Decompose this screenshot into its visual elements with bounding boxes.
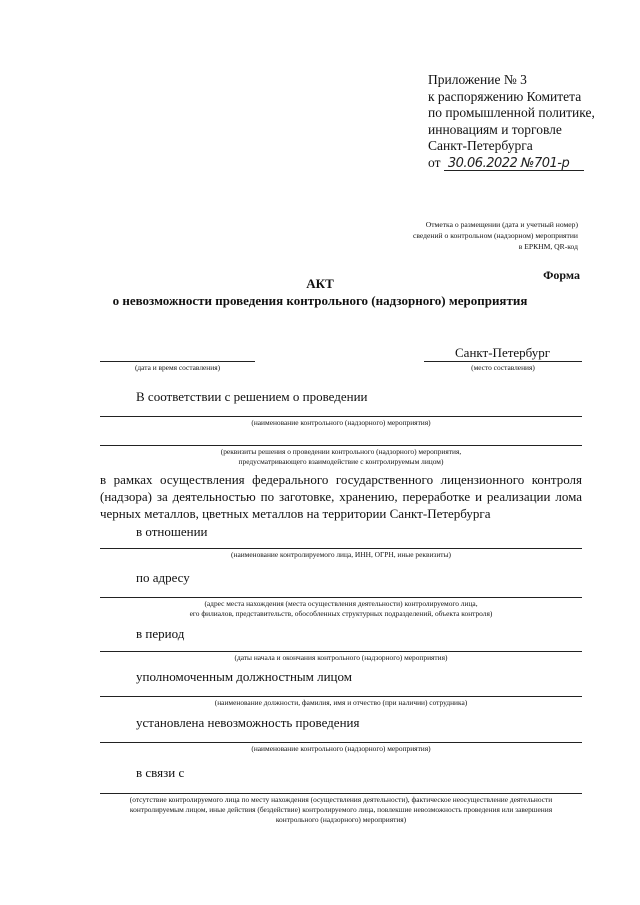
placement-note-line: в ЕРКНМ, QR-код <box>518 242 578 251</box>
decision-caption-2: (реквизиты решения о проведении контрольного (надзорного) мероприятия, <box>220 447 462 456</box>
appendix-line: инновациям и торговле <box>428 121 562 137</box>
date-underline <box>444 170 584 171</box>
address-caption-1: (адрес места нахождения (места осуществления деятельности) контролируемого лица, <box>204 599 478 608</box>
relation-caption: (наименование контролируемого лица, ИНН, ОГРН, иные реквизиты) <box>231 550 451 559</box>
placement-note-line: Отметка о размещении (дата и учетный номер) <box>425 220 578 229</box>
handwritten-date-number: 30.06.2022 №701-р <box>447 155 570 171</box>
reason-caption-2: контролируемым лицом, иные действия (бездействие) контролируемого лица, повлекшие невозможность проведения или завершения <box>129 805 553 814</box>
period-line <box>100 651 582 652</box>
decision-line-1 <box>100 416 582 417</box>
reason-label: в связи с <box>136 765 185 780</box>
impossibility-label: установлена невозможность проведения <box>136 715 360 730</box>
scope-line: (надзора) за деятельностью по заготовке, хранению, переработке и реализации лома <box>100 489 582 504</box>
appendix-line: Приложение № 3 <box>428 72 527 87</box>
date-line <box>100 361 255 362</box>
officer-label: уполномоченным должностным лицом <box>136 669 352 684</box>
appendix-line: Санкт-Петербурга <box>428 138 533 153</box>
scope-paragraph <box>100 471 582 522</box>
reason-caption-3: контрольного (надзорного) мероприятия) <box>275 815 407 824</box>
form-label: Форма <box>543 268 580 282</box>
officer-line <box>100 696 582 697</box>
relation-label: в отношении <box>136 524 208 539</box>
address-label: по адресу <box>136 570 190 585</box>
placement-note <box>413 219 578 252</box>
place-caption: (место составления) <box>471 363 535 372</box>
appendix-block <box>428 72 595 172</box>
officer-caption: (наименование должности, фамилия, имя и отчество (при наличии) сотрудника) <box>214 698 468 707</box>
impossibility-caption: (наименование контрольного (надзорного) мероприятия) <box>251 744 431 753</box>
decision-text: В соответствии с решением о проведении <box>136 389 368 404</box>
from-label: от <box>428 154 441 170</box>
place-value: Санкт-Петербург <box>455 345 551 360</box>
address-line <box>100 597 582 598</box>
placement-note-line: сведений о контрольном (надзорном) мероприятии <box>413 231 578 240</box>
appendix-line: по промышленной политике, <box>428 105 595 120</box>
decision-caption-1: (наименование контрольного (надзорного) мероприятия) <box>251 418 431 427</box>
date-caption: (дата и время составления) <box>134 363 221 372</box>
decision-caption-3: предусматривающего взаимодействие с контролируемым лицом) <box>238 457 444 466</box>
period-label: в период <box>136 626 185 641</box>
document-subtitle: о невозможности проведения контрольного (надзорного) мероприятия <box>112 293 528 308</box>
scope-line: черных металлов, цветных металлов на территории Санкт-Петербурга <box>100 506 491 521</box>
document-title: АКТ <box>306 276 334 291</box>
reason-caption-1: (отсутствие контролируемого лица по месту нахождения (осуществления деятельности), фактическое неосуществление деятельности <box>129 795 553 804</box>
scope-line: в рамках осуществления федерального государственного лицензионного контроля <box>100 472 582 487</box>
impossibility-line <box>100 742 582 743</box>
place-line <box>424 361 582 362</box>
reason-line <box>100 793 582 794</box>
address-caption-2: его филиалов, представительств, обособленных структурных подразделений, объекта контроля) <box>189 609 493 618</box>
period-caption: (даты начала и окончания контрольного (надзорного) мероприятия) <box>234 653 448 662</box>
decision-line-2 <box>100 445 582 446</box>
relation-line <box>100 548 582 549</box>
appendix-line: к распоряжению Комитета <box>428 88 582 104</box>
appendix-date-line <box>428 155 595 173</box>
